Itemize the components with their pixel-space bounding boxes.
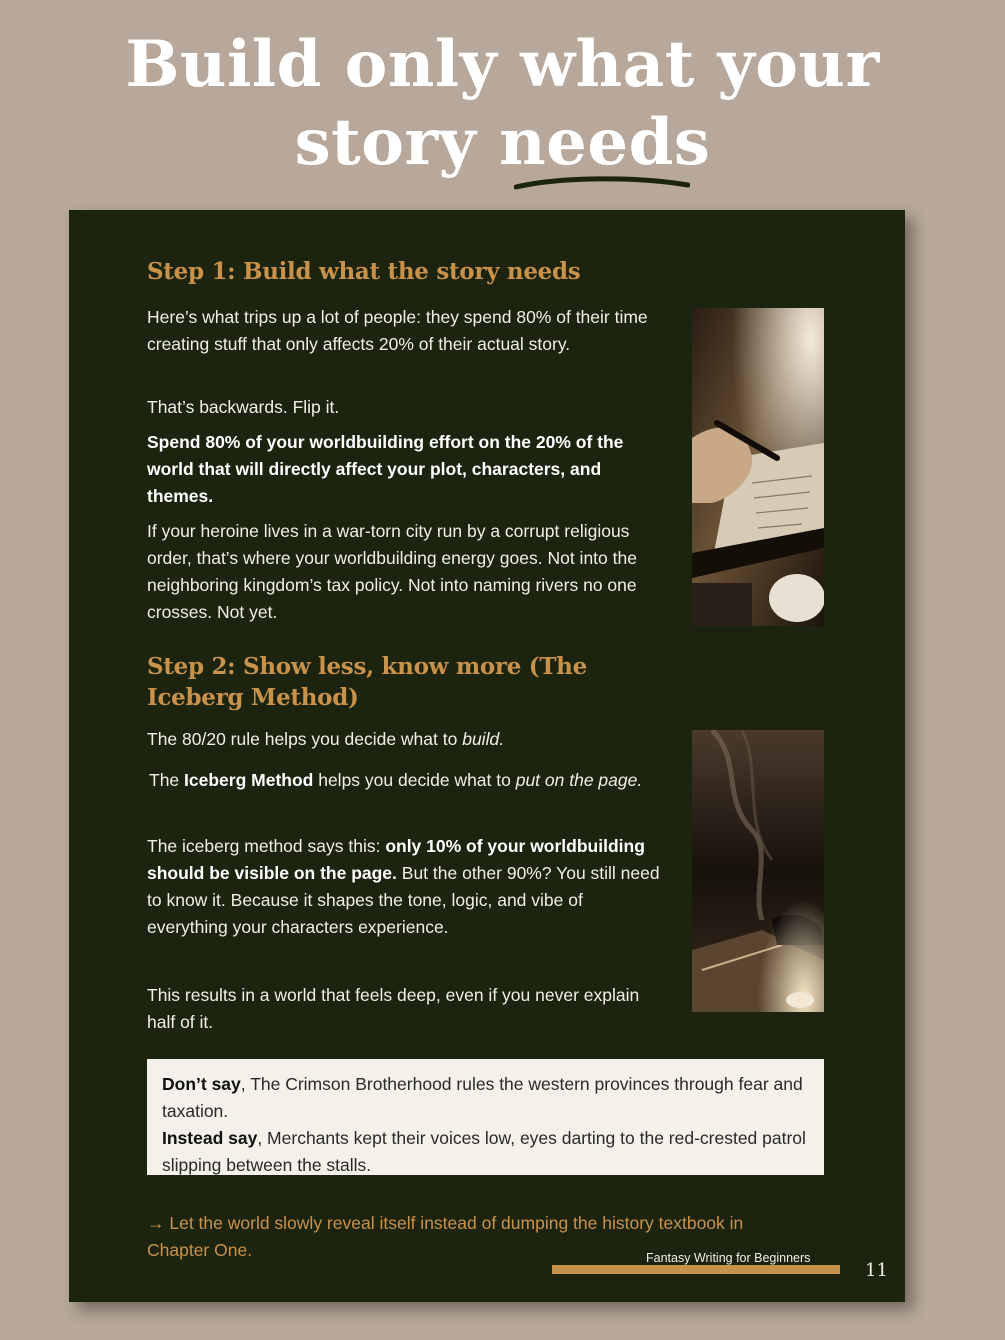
dont-say-label: Don’t say [162, 1074, 241, 1094]
step-1-paragraph-1: Here’s what trips up a lot of people: they spend 80% of their time creating stuff that only affects 20% of their actual story. [147, 307, 648, 354]
step-2-p1-italic: build. [462, 729, 505, 749]
footer-accent-bar [552, 1265, 840, 1274]
step-2-paragraph-4: This results in a world that feels deep, even if you never explain half of it. [147, 985, 640, 1032]
headline-underlined-word: needs [499, 105, 711, 180]
step-1-paragraph-3 [147, 429, 667, 510]
headline-line-2 [0, 104, 1005, 182]
step-1-title: Step 1: Build what the story needs [147, 258, 581, 285]
step-1-paragraph-2: That’s backwards. Flip it. [147, 397, 340, 417]
closing-tip: → Let the world slowly reveal itself instead of dumping the history textbook in Chapter One. [147, 1213, 744, 1260]
instead-say-label: Instead say [162, 1128, 258, 1148]
underline-swoosh [514, 174, 690, 192]
page-number: 11 [865, 1260, 888, 1281]
step-2-p3-pre: The iceberg method says this: [147, 836, 386, 856]
instead-say-line [162, 1125, 809, 1179]
step-2-p3-bold: only 10% of your worldbuilding should be visible on the page. [147, 836, 645, 883]
step-2-p2-mid: helps you decide what to [313, 770, 516, 790]
step-2-paragraph-1 [147, 726, 667, 753]
step-2-p2-bold: Iceberg Method [184, 770, 314, 790]
book-page [69, 210, 905, 1302]
headline-line-1: Build only what your [125, 27, 880, 102]
footer-book-title: Fantasy Writing for Beginners [646, 1251, 811, 1265]
headline [0, 26, 1005, 182]
step-2-paragraph-3 [147, 833, 667, 941]
instead-say-text: , Merchants kept their voices low, eyes darting to the red-crested patrol slipping between the stalls. [162, 1128, 806, 1175]
writing-hand-photo [692, 308, 824, 626]
dont-say-line [162, 1071, 809, 1125]
step-2-p1-text: The 80/20 rule helps you decide what to [147, 729, 463, 749]
step-2-p3-post: But the other 90%? You still need to know it. Because it shapes the tone, logic, and vibe of everything your characters experience. [147, 863, 660, 937]
step-2-p2-pre: The [149, 770, 185, 790]
step-1-bold-text: Spend 80% of your worldbuilding effort on the 20% of the world that will directly affect your plot, characters, and themes. [147, 432, 624, 506]
step-2-paragraph-2 [149, 767, 669, 794]
step-2-p2-italic: put on the page. [515, 770, 643, 790]
dark-desk-photo [692, 730, 824, 1012]
example-callout-box [147, 1059, 824, 1175]
step-2-title: Step 2: Show less, know more (The Iceberg Method) [147, 653, 587, 711]
headline-line-2-prefix: story [294, 105, 500, 180]
step-1-paragraph-4: If your heroine lives in a war-torn city run by a corrupt religious order, that’s where your worldbuilding energy goes. Not into the neighboring kingdom’s tax policy. Not into naming rivers no one crosses. Not yet. [147, 521, 637, 622]
dont-say-text: , The Crimson Brotherhood rules the western provinces through fear and taxation. [162, 1074, 803, 1121]
